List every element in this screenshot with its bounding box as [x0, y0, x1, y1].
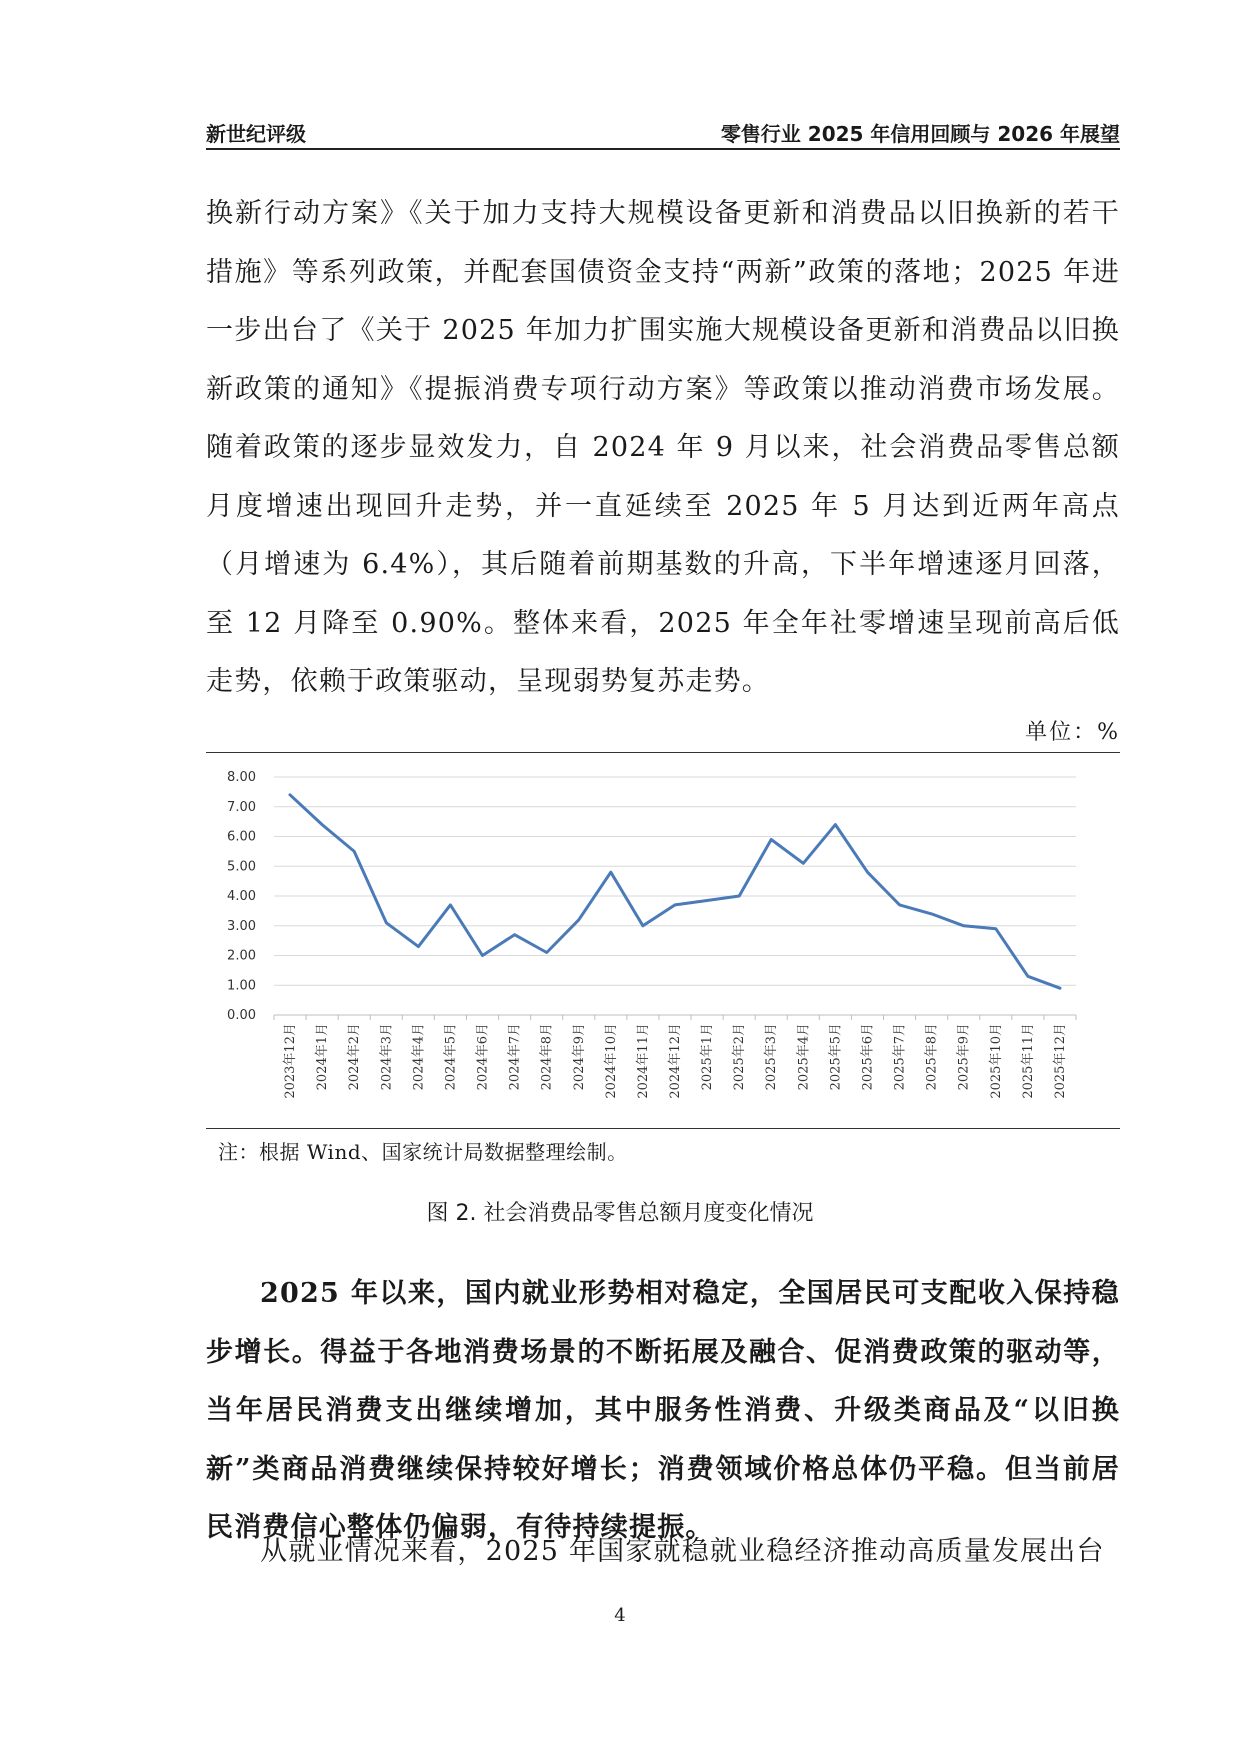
x-tick-label: 2025年7月	[892, 1023, 908, 1091]
x-tick-label: 2024年3月	[379, 1023, 395, 1091]
x-tick-label: 2025年4月	[796, 1023, 812, 1091]
chart-source-note: 注：根据 Wind、国家统计局数据整理绘制。	[218, 1140, 628, 1164]
x-tick-label: 2024年11月	[635, 1023, 651, 1099]
page-number: 4	[614, 1605, 626, 1626]
x-tick-label: 2024年2月	[347, 1023, 363, 1091]
y-tick-label: 2.00	[227, 948, 256, 964]
x-tick-label: 2024年4月	[411, 1023, 427, 1091]
x-tick-label: 2025年12月	[1052, 1023, 1068, 1099]
header-report-title: 零售行业 2025 年信用回顾与 2026 年展望	[720, 122, 1120, 146]
y-tick-label: 3.00	[227, 918, 256, 934]
body-paragraph-policy: 换新行动方案》《关于加力支持大规模设备更新和消费品以旧换新的若干措施》等系列政策，并配套国债资金支持“两新”政策的落地；2025 年进一步出台了《关于 2025 年加力扩围实施大规模设备更新和消费品以旧换新政策的通知》《提振消费专项行动方案》等政策以推动消费市场发展。随着政策的逐步显效发力，自 2024 年 9 月以来，社会消费品零售总额月度增速出现回升走势，并一直延续至 2025 年 5 月达到近两年高点（月增速为 6.4%），其后随着前期基数的升高，下半年增速逐月回落，至 12 月降至 0.90%。整体来看，2025 年全年社零增速呈现前高后低走势，依赖于政策驱动，呈现弱势复苏走势。	[206, 198, 1120, 697]
x-tick-label: 2025年8月	[924, 1023, 940, 1091]
chart-unit-label: 单位：%	[1025, 720, 1120, 745]
x-tick-label: 2025年6月	[860, 1023, 876, 1091]
figure-caption: 图 2. 社会消费品零售总额月度变化情况	[426, 1201, 814, 1226]
x-tick-label: 2024年1月	[315, 1023, 331, 1091]
y-tick-label: 5.00	[227, 859, 256, 875]
x-tick-label: 2024年9月	[571, 1023, 587, 1091]
x-tick-label: 2025年3月	[764, 1023, 780, 1091]
x-tick-label: 2025年1月	[700, 1023, 716, 1091]
retail-sales-chart	[206, 752, 1120, 1129]
x-tick-label: 2025年5月	[828, 1023, 844, 1091]
body-paragraph-employment: 从就业情况来看，2025 年国家就稳就业稳经济推动高质量发展出台	[260, 1536, 1105, 1567]
x-tick-label: 2025年10月	[988, 1023, 1004, 1099]
x-tick-label: 2024年8月	[539, 1023, 555, 1091]
header-org-name: 新世纪评级	[206, 122, 306, 146]
y-tick-label: 7.00	[227, 799, 256, 815]
x-tick-label: 2025年11月	[1020, 1023, 1036, 1099]
y-tick-label: 6.00	[227, 829, 256, 845]
y-tick-label: 0.00	[227, 1008, 256, 1023]
y-tick-label: 4.00	[227, 889, 256, 904]
x-tick-label: 2024年12月	[668, 1023, 683, 1099]
series-line	[290, 795, 1060, 988]
body-paragraph-summary: 2025 年以来，国内就业形势相对稳定，全国居民可支配收入保持稳步增长。得益于各地消费场景的不断拓展及融合、促消费政策的驱动等，当年居民消费支出继续增加，其中服务性消费、升级类商品及“以旧换新”类商品消费继续保持较好增长；消费领域价格总体仍平稳。但当前居民消费信心整体仍偏弱，有待持续提振。	[206, 1278, 1120, 1543]
x-tick-label: 2025年2月	[732, 1023, 748, 1091]
x-tick-label: 2024年5月	[443, 1023, 459, 1091]
x-tick-label: 2024年6月	[475, 1023, 491, 1091]
page-header	[206, 118, 1120, 150]
x-tick-label: 2025年9月	[956, 1023, 972, 1091]
x-tick-label: 2024年7月	[507, 1023, 523, 1091]
chart-canvas	[206, 753, 1120, 1128]
x-tick-label: 2024年10月	[603, 1023, 619, 1099]
y-tick-label: 8.00	[227, 770, 256, 785]
x-tick-label: 2023年12月	[283, 1023, 299, 1099]
y-tick-label: 1.00	[227, 978, 256, 994]
